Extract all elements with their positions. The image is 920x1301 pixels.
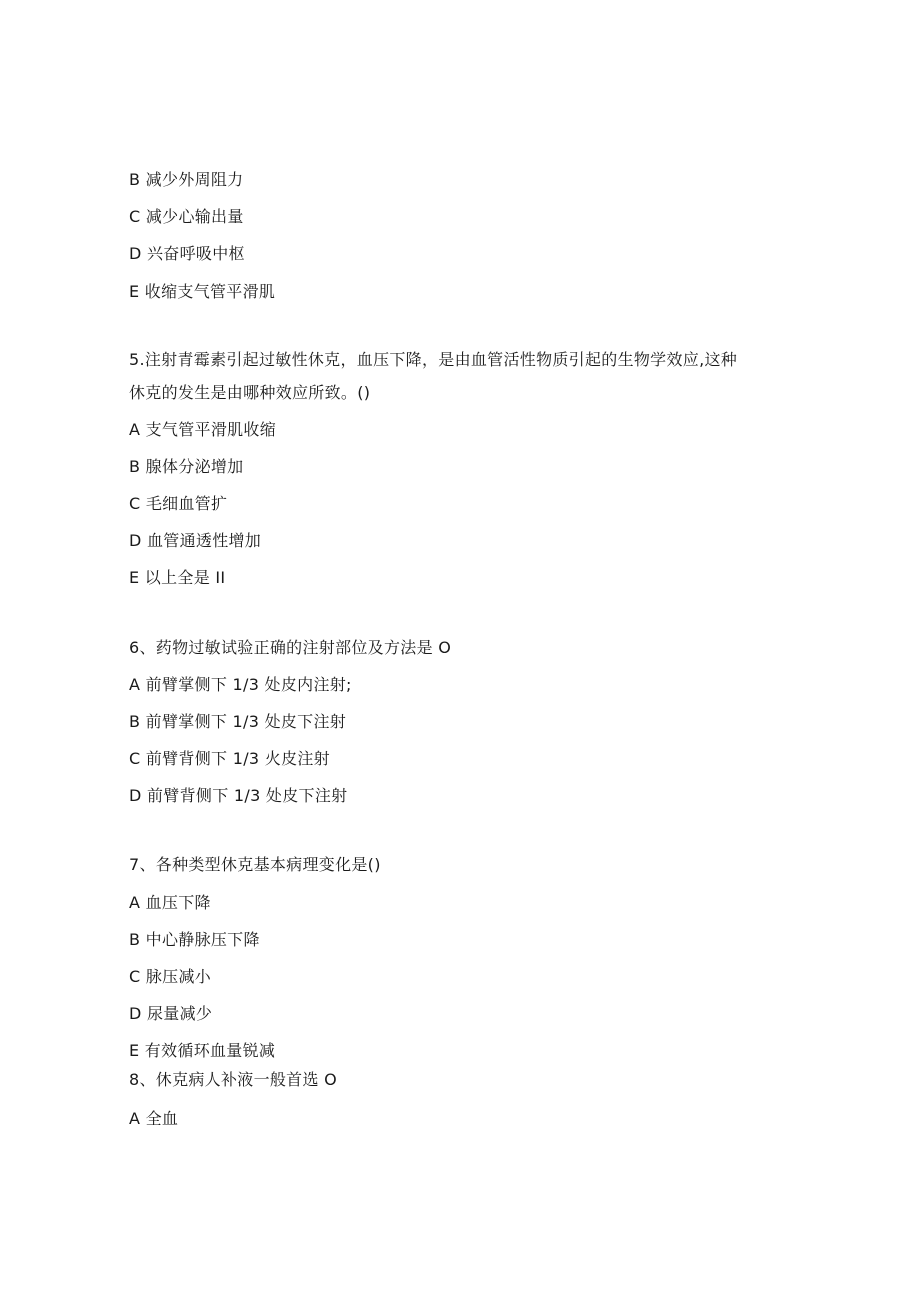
q5-option-c: C 毛细血管扩 [129, 494, 228, 513]
q4-option-b: B 减少外周阻力 [129, 170, 244, 189]
q5-option-d: D 血管通透性增加 [129, 531, 262, 550]
q7-option-a: A 血压下降 [129, 893, 211, 912]
q5-option-e: E 以上全是 II [129, 568, 226, 587]
q4-option-c: C 减少心输出量 [129, 207, 244, 226]
q7-option-c: C 脉压减小 [129, 967, 212, 986]
q7-option-d: D 尿量减少 [129, 1004, 213, 1023]
q4-option-e: E 收缩支气管平滑肌 [129, 282, 276, 301]
q7-question: 7、各种类型休克基本病理变化是() [129, 855, 381, 874]
q5-question-line2: 休克的发生是由哪种效应所致。() [129, 383, 371, 402]
q5-option-a: A 支气管平滑肌收缩 [129, 420, 277, 439]
q6-option-d: D 前臂背侧下 1/3 处皮下注射 [129, 786, 348, 805]
q5-question-line1: 5.注射青霉素引起过敏性休克，血压下降，是由血管活性物质引起的生物学效应,这种 [129, 350, 738, 369]
q7-option-b: B 中心静脉压下降 [129, 930, 260, 949]
q8-option-a: A 全血 [129, 1109, 179, 1128]
q5-option-b: B 腺体分泌增加 [129, 457, 244, 476]
q6-option-c: C 前臂背侧下 1/3 火皮注射 [129, 749, 330, 768]
q6-option-b: B 前臂掌侧下 1/3 处皮下注射 [129, 712, 347, 731]
q4-option-d: D 兴奋呼吸中枢 [129, 244, 245, 263]
q8-question: 8、休克病人补液一般首选 O [129, 1070, 338, 1089]
q6-option-a: A 前臂掌侧下 1/3 处皮内注射; [129, 675, 352, 694]
q7-option-e: E 有效循环血量锐减 [129, 1041, 276, 1060]
q6-question: 6、药物过敏试验正确的注射部位及方法是 O [129, 638, 452, 657]
